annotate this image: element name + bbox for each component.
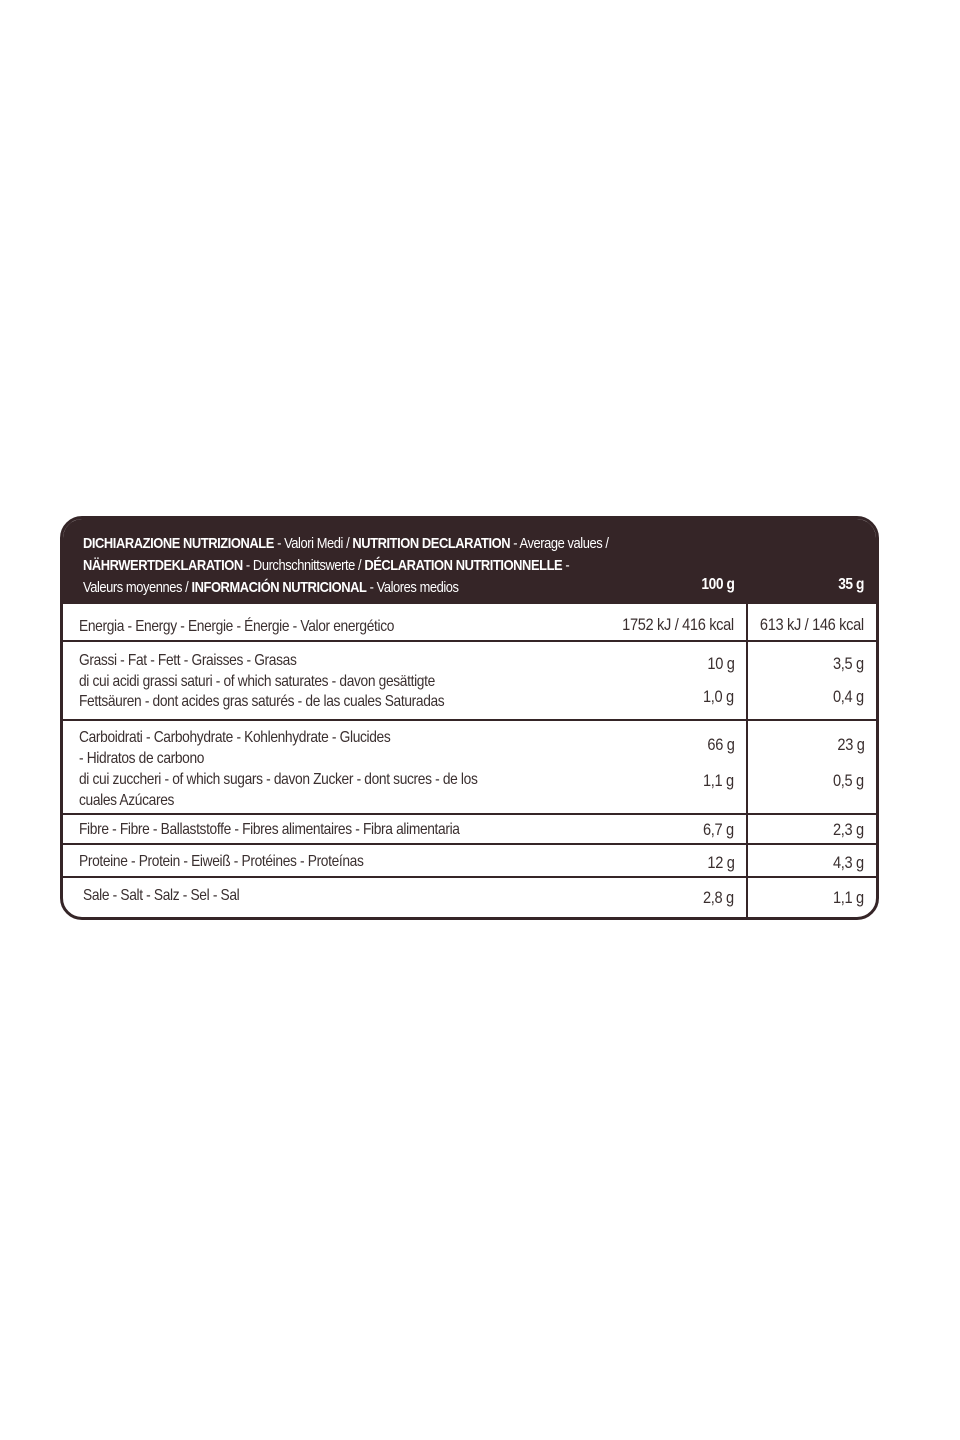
protein-35g: 4,3 g [833, 853, 864, 872]
protein-label: Proteine - Protein - Eiweiß - Protéines - Proteínas [79, 853, 364, 870]
energy-100g: 1752 kJ / 416 kcal [622, 615, 734, 634]
sugars-label-2: cuales Azúcares [79, 792, 175, 809]
sugars-label-1: di cui zuccheri - of which sugars - davon Zucker - dont sucres - de los [79, 771, 478, 788]
saturates-label-2: Fettsäuren - dont acides gras saturés - de las cuales Saturadas [79, 693, 445, 710]
header-line-1: DICHIARAZIONE NUTRIZIONALE - Valori Medi / NUTRITION DECLARATION - Average values / [83, 535, 609, 552]
carbs-100g: 66 g [706, 735, 734, 754]
header-line-3: Valeurs moyennes / INFORMACIÓN NUTRICIONAL - Valores medios [83, 579, 459, 596]
sugars-100g: 1,1 g [703, 771, 734, 790]
row-divider [63, 640, 876, 642]
salt-label: Sale - Salt - Salz - Sel - Sal [83, 887, 240, 904]
fat-35g: 3,5 g [833, 654, 864, 673]
fibre-100g: 6,7 g [703, 820, 734, 839]
salt-100g: 2,8 g [703, 888, 734, 907]
nutrition-label [60, 516, 879, 920]
carbs-label-2: - Hidratos de carbono [79, 750, 205, 767]
row-divider [63, 876, 876, 878]
saturates-label-1: di cui acidi grassi saturi - of which saturates - davon gesättigte [79, 673, 435, 690]
carbs-label-1: Carboidrati - Carbohydrate - Kohlenhydrate - Glucides [79, 729, 391, 746]
column-header-100g: 100 g [700, 576, 734, 593]
nutrition-header [63, 519, 876, 604]
salt-35g: 1,1 g [833, 888, 864, 907]
fat-100g: 10 g [706, 654, 734, 673]
row-divider [63, 813, 876, 815]
fibre-35g: 2,3 g [833, 820, 864, 839]
fat-label: Grassi - Fat - Fett - Graisses - Grasas [79, 652, 297, 669]
header-title [83, 533, 633, 599]
energy-label: Energia - Energy - Energie - Énergie - Valor energético [79, 618, 395, 635]
saturates-35g: 0,4 g [833, 687, 864, 706]
header-line-2: NÄHRWERTDEKLARATION - Durchschnittswerte / DÉCLARATION NUTRITIONNELLE - [83, 557, 570, 574]
protein-100g: 12 g [706, 853, 734, 872]
carbs-35g: 23 g [836, 735, 864, 754]
column-divider [746, 604, 748, 917]
energy-35g: 613 kJ / 146 kcal [760, 615, 864, 634]
column-header-35g: 35 g [838, 576, 864, 593]
saturates-100g: 1,0 g [703, 687, 734, 706]
row-divider [63, 719, 876, 721]
row-divider [63, 843, 876, 845]
sugars-35g: 0,5 g [833, 771, 864, 790]
fibre-label: Fibre - Fibre - Ballaststoffe - Fibres alimentaires - Fibra alimentaria [79, 821, 460, 838]
